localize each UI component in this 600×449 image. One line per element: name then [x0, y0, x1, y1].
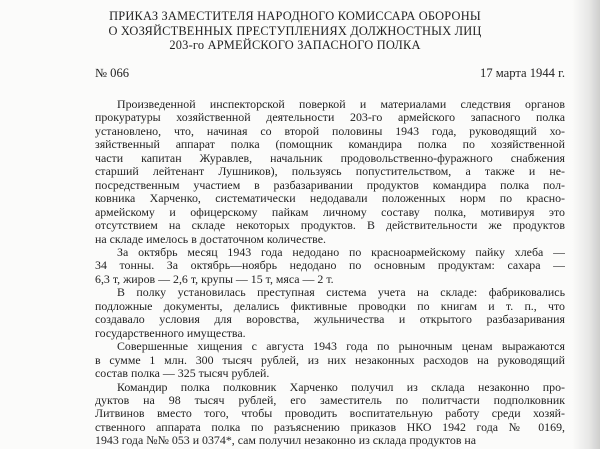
text-line: старший лейтенант Лушников), пользуясь попустительством, а также и не-	[95, 165, 565, 179]
text-line: ственного аппарата полка по разъяснению приказов НКО 1942 года № 0169,	[95, 420, 565, 434]
text-line: посредственным участием в разбазаривании продуктов командира полка пол-	[95, 178, 565, 192]
text-line: отсутствием на складе некоторых продуктов. В действительности же продуктов	[95, 219, 565, 233]
title-line: ПРИКАЗ ЗАМЕСТИТЕЛЯ НАРОДНОГО КОМИССАРА ОБОРОНЫ	[109, 9, 481, 23]
text-line: государственного имущества.	[95, 326, 246, 340]
paragraph	[95, 381, 565, 448]
text-line: За октябрь месяц 1943 года недодано по красноармейскому пайку хлеба —	[117, 245, 565, 259]
paragraph	[95, 98, 565, 246]
paragraph	[95, 246, 565, 286]
document-body	[95, 98, 565, 448]
text-line: зяйственный аппарат полка (помощник командира полка по хозяйственной	[95, 138, 565, 152]
text-line: Литвинов вместо того, чтобы проводить воспитательную работу среди хозяй-	[95, 407, 565, 421]
text-line: прокуратуры хозяйственной деятельности 203-го армейского запасного полка	[95, 111, 565, 125]
book-spine-shadow	[572, 0, 600, 449]
text-line: подложные документы, делались фиктивные проводки по книгам и т. п., что	[95, 299, 565, 313]
document-title	[90, 9, 500, 53]
text-line: 1943 года №№ 053 и 0374*, сам получил незаконно из склада продуктов на	[95, 434, 477, 448]
text-line: на складе имелось в достаточном количестве.	[95, 232, 326, 246]
order-date: 17 марта 1944 г.	[480, 66, 565, 80]
text-line: состав полка — 325 тысяч рублей.	[95, 367, 270, 381]
text-line: ковника Харченко, систематически недодавали положенных норм по красно-	[95, 192, 565, 206]
text-line: армейскому и офицерскому пайкам личному составу полка, мотивируя это	[95, 205, 565, 219]
text-line: в сумме 1 млн. 300 тысяч рублей, из них незаконных расходов на руководящий	[95, 353, 565, 367]
text-line: установлено, что, начиная со второй половины 1943 года, руководящий хо-	[95, 124, 565, 138]
text-line: 34 тонны. За октябрь—ноябрь недодано по основным продуктам: сахара —	[95, 259, 565, 273]
text-line: 6,3 т, жиров — 2,6 т, крупы — 15 т, мяса — 2 т.	[95, 272, 334, 286]
order-number: № 066	[95, 66, 130, 80]
text-line: дуктов на 98 тысяч рублей, его заместитель по политчасти подполковник	[95, 393, 565, 407]
paragraph	[95, 286, 565, 340]
title-line: 203-го АРМЕЙСКОГО ЗАПАСНОГО ПОЛКА	[169, 38, 421, 53]
text-line: части капитан Журавлев, начальник продовольственно-фуражного снабжения	[95, 151, 565, 165]
text-line: Произведенной инспекторской поверкой и материалами следствия органов	[117, 98, 565, 111]
text-line: В полку установилась преступная система учета на складе: фабриковались	[117, 286, 565, 300]
title-line: О ХОЗЯЙСТВЕННЫХ ПРЕСТУПЛЕНИЯХ ДОЛЖНОСТНЫХ ЛИЦ	[108, 23, 482, 38]
paragraph	[95, 340, 565, 380]
text-line: Совершенные хищения с августа 1943 года по рыночным ценам выражаются	[117, 340, 565, 354]
text-line: создавало условия для воровства, жульничества и открытого разбазаривания	[95, 313, 565, 327]
text-line: Командир полка полковник Харченко получил из склада незаконно про-	[117, 380, 565, 394]
